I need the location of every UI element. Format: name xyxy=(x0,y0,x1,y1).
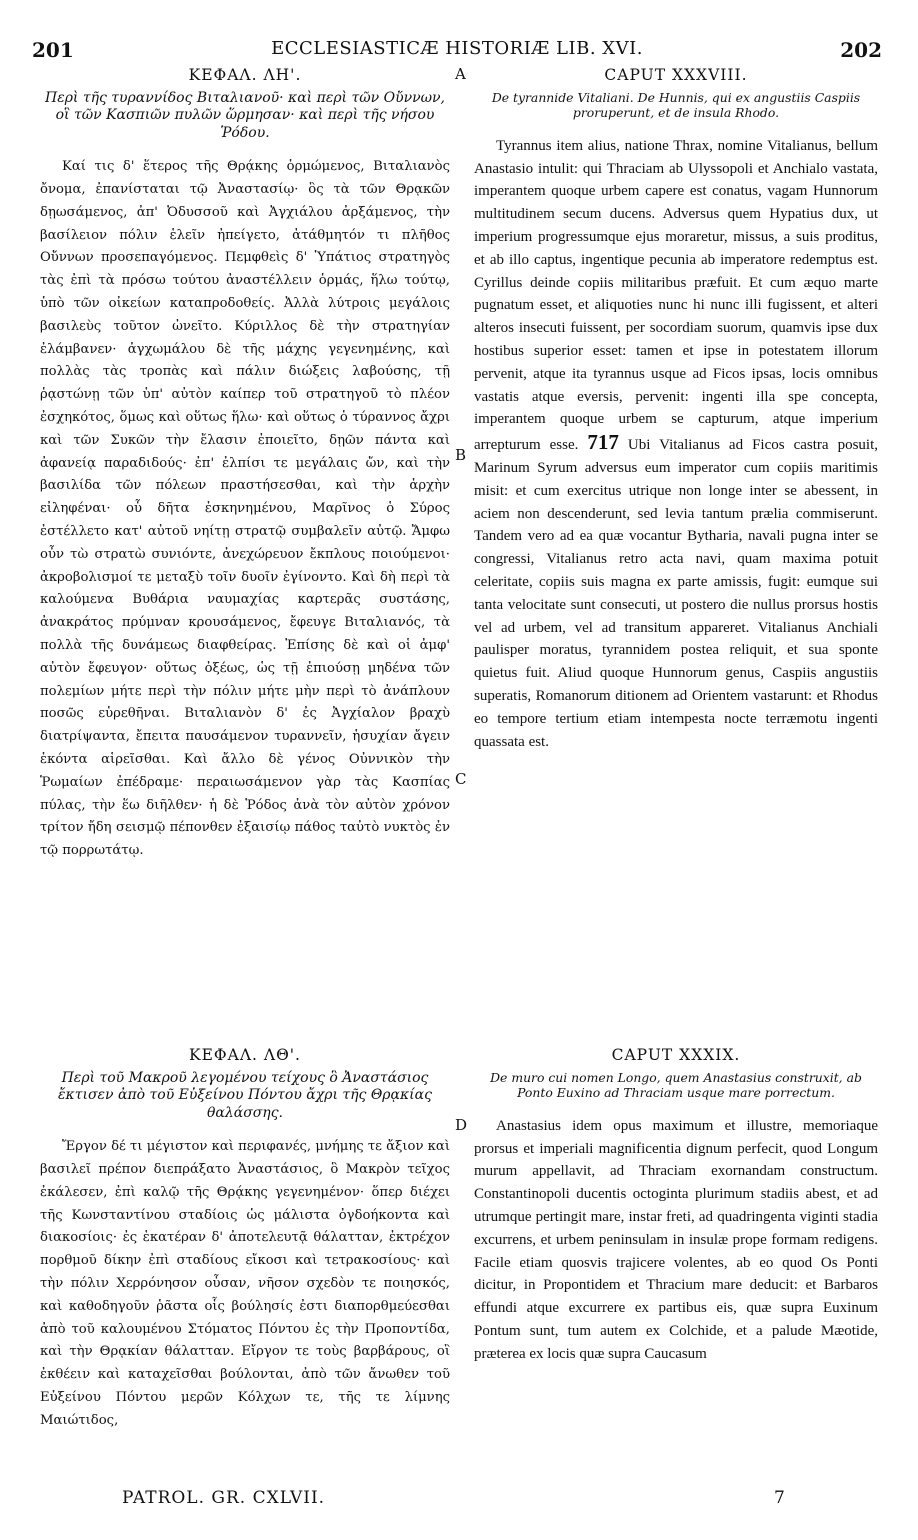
latin-chapter-heading: CAPUT XXXVIII. xyxy=(604,66,748,84)
greek-chapter-title: Περὶ τῆς τυραννίδος Βιταλιανοῦ· καὶ περὶ τῶν Οὔννων, οἳ τῶν Κασπιῶν πυλῶν ὥρμησαν· καὶ περὶ τῆς νήσου Ῥόδου. xyxy=(44,89,446,141)
latin-chapter-body xyxy=(474,1115,878,1366)
greek-paragraph: Ἔργον δέ τι μέγιστον καὶ περιφανές, μνήμης τε ἄξιον καὶ βασιλεῖ πρέπον διεπράξατο Ἀναστάσιος, ὃ Μακρὸν τεῖχος ἐκάλεσεν, ἐπὶ καλῷ τῆς Θρᾴκης γεγενημένον· ὅπερ διέχει τῆς Κωνσταντίνου σταδίοις ὡς μάλιστα ὀγδοήκοντα καὶ διακοσίοις· ἐς ἑκατέραν δ' ἀποτελευτᾷ θάλατταν, ἐκτρέχον πορθμοῦ δίκην ἐπὶ σταδίους εἴκοσι καὶ τετρακοσίους· καὶ τὴν πόλιν Χερρόνησον οὖσαν, νῆσον σχεδὸν τε ποιησκός, καὶ καθοδηγοῦν ῥᾶστα οἷς βούλησίς ἐστι διαπορθμεύεσθαι ἀπὸ τοῦ καλουμένου Στόματος Πόντου ἐς τὴν Προποντίδα, καὶ τὴν Θρᾳκίαν θάλατταν. Εἴργον τε τοὺς βαρβάρους, οἳ ἐκθέειν καὶ καταχεῖσθαι βούλονται, ἀπὸ τῶν ἄνωθεν τοῦ Εὐξείνου Πόντου μερῶν Κόλχων τε, τῆς τε λίμνης Μαιώτιδος, xyxy=(40,1139,450,1428)
latin-text-before: Tyrannus item alius, natione Thrax, nomine Vitalianus, bellum Anastasio intulit: qui Thraciam ab Ulyssopoli et Anchialo vastata, imperantem quoque urbem capere est conatus, vagam Hunnorum multitudinem secum ducens. Adversus quem Hypatius dux, ut imperium progressumque ejus moraretur, missus, a suis proditus, et ab illo captus, ingentique pecunia ab imperatore redemptus est. Cyrillus deinde copiis militaribus præfuit. Et cum æquo marte pugnatum esset, et aliquoties nunc hi nunc illi fugissent, et alteri alteros insecuti fuissent, per socordiam suorum, quamvis ipse dux hostibus superior esset: tamen et ipse in potestatem illorum pervenit, atque ita tyrannus usque ad Ficos ipsas, locis omnibus vastatis atque eversis, pervenit: ingenti illa spe concepta, imperantem quoque urbem se capturum, atque imperium arrepturum esse. xyxy=(474,137,878,454)
running-header xyxy=(32,38,882,64)
greek-chapter-38 xyxy=(40,64,450,863)
greek-chapter-body xyxy=(40,156,450,863)
running-title: ECCLESIASTICÆ HISTORIÆ LIB. XVI. xyxy=(271,38,643,59)
greek-chapter-heading: ΚΕΦΑΛ. ΛΘ'. xyxy=(189,1046,301,1064)
latin-chapter-title: De muro cui nomen Longo, quem Anastasius construxit, ab Ponto Euxino ad Thraciam usque mare porrectum. xyxy=(490,1069,862,1101)
greek-chapter-39 xyxy=(40,1044,450,1433)
greek-chapter-body xyxy=(40,1136,450,1432)
margin-letter-b: B xyxy=(455,446,467,464)
left-page-number: 201 xyxy=(32,38,74,62)
margin-letter-a: A xyxy=(455,65,466,83)
greek-chapter-heading: ΚΕΦΑΛ. ΛΗ'. xyxy=(188,66,302,84)
footer-signature: 7 xyxy=(774,1488,785,1508)
latin-chapter-body xyxy=(474,135,878,754)
latin-chapter-heading: CAPUT XXXIX. xyxy=(611,1046,741,1064)
greek-paragraph: Καί τις δ' ἕτερος τῆς Θρᾴκης ὁρμώμενος, Βιταλιανὸς ὄνομα, ἐπανίσταται τῷ Ἀναστασίῳ· ὃς τὰ τῶν Θρᾳκῶν δῃωσάμενος, ἀπ' Ὀδυσσοῦ καὶ Ἀγχιάλου ἀρξάμενος, τὴν βασίλειον πόλιν ἑλεῖν ἠπείγετο, ἀτάθμητόν τι πλῆθος Οὔννων προσεπαγόμενος. Πεμφθεὶς δ' Ὑπάτιος στρατηγὸς τὰς ἐπὶ τὰ πρόσω τούτου ἀναστέλλειν ὁρμάς, ἥλω τούτῳ, ὑπὸ τῶν οἰκείων καταπροδοθείς. Ἀλλὰ λύτροις μεγάλοις βασιλεὺς τοῦτον ὠνεῖτο. Κύριλλος δὲ τὴν στρατηγίαν ἐλάμβανεν· ἀγχωμάλου δὲ τῆς μάχης γεγενημένης, καὶ πολλὰς τὰς τροπὰς καὶ πάλιν διώξεις λαβούσης, τῇ ῥᾳστώνῃ τῶν ὑπ' αὐτὸν καίπερ τοῦ στρατηγοῦ τὸ πλέον ἐσχηκότος, ὅμως καὶ οὕτως ἥλω· καὶ οὕτως ὁ τύραννος ἄχρι καὶ τῶν Συκῶν τὴν ἔλασιν ἐποιεῖτο, δῃῶν πάντα καὶ ἀφανείᾳ παραδιδούς· ἐπ' ἐλπίσι τε μεγάλαις ὤν, καὶ τὴν βασιλίδα τῶν πόλεων πραστήσεσθαι, καὶ τὴν ἀρχὴν εἰληφέναι· οὗ δῆτα ἐσκηνημένου, Μαρῖνος ὁ Σύρος ἐστέλλετο κατ' αὐτοῦ νηίτῃ στρατῷ συμβαλεῖν αὐτῷ. Ἄμφω οὖν τὼ στρατὼ συνιόντε, ἀνεχώρευον ἔκπλους ποιούμενοι· ἀκροβολισμοί τε μεταξὺ τοῖν δυοῖν ἐγίνοντο. Καὶ δὴ περὶ τὰ καλούμενα Βυθάρια ναυμαχίας καρτερᾶς συστάσης, ἀνακράτος πρύμναν κρουσάμενος, ἔφευγε Βιταλιανός, τὰ πολλὰ τῆς δυνάμεως διαφθείρας. Ἐπίσης δὲ καὶ οἱ ἀμφ' αὐτὸν ἔφευγον· οὕτως ὀξέως, ὡς τῇ ἐπιούσῃ μηδένα τῶν πολεμίων μήτε περὶ τὴν πόλιν μήτε μὴν περὶ τὸ ἀνάπλουν ποσῶς εὑρεθῆναι. Βιταλιανὸν δ' ἐς Ἀγχίαλον βραχὺ διατρίψαντα, ἔπειτα παυσάμενον τυραννεῖν, ἡσυχίαν ἄγειν ἑκόντα αἱρεῖσθαι. Καὶ ἄλλο δὲ γένος Οὐννικὸν τὴν Ῥωμαίων ἐπέδραμε· περαιωσάμενον γὰρ τὰς Κασπίας πύλας, τὴν ἕω διῆλθεν· ἡ δὲ Ῥόδος ἀνὰ τὸν αὐτὸν χρόνον τρίτον ἤδη σεισμῷ πέπονθεν ἐξαισίῳ πάθος ταὐτὸ νυκτὸς ἐν τῷ πορρωτάτῳ. xyxy=(40,159,450,859)
latin-chapter-38 xyxy=(474,64,878,753)
latin-text-after: Ubi Vitalianus ad Ficos castra posuit, Marinum Syrum adversus eum imperator cum copiis maritimis misit: et cum exercitus utrique non longe inter se abessent, in aciem non descenderunt, sed levia tantum prælia commiserunt. Tandem vero ad ea quæ vocantur Bytharia, navali pugna inter se congressi, Vitalianus retro acta navi, quam maxima potuit celeritate, copiis suis magna ex parte amissis, fugit: eumque sui tanta velocitate sunt consecuti, ut postero die nullus prorsus hostis vel ad urbem, vel ad transitum appareret. Vitalianus Anchiali paulisper moratus, tyrannidem postea reliquit, et sua sponte quietus fuit. Aliud quoque Hunnorum genus, Caspiis angustiis superatis, Romanorum ditionem ad Orientem vastarunt: et Rhodus eo tempore tertium etiam intempesta nocte terræmotu ingenti quassata est. xyxy=(474,437,879,750)
greek-chapter-title: Περὶ τοῦ Μακροῦ λεγομένου τείχους ὃ Ἀναστάσιος ἔκτισεν ἀπὸ τοῦ Εὐξείνου Πόντου ἄχρι τῆς Θρᾳκίας θαλάσσης. xyxy=(58,1069,432,1121)
footer-series: PATROL. GR. CXLVII. xyxy=(122,1488,326,1508)
migne-column-number: 717 xyxy=(587,430,619,455)
latin-paragraph xyxy=(474,135,878,754)
latin-paragraph: Anastasius idem opus maximum et illustre, memoriaque prorsus et imperiali magnificentia dignum perfecit, quod Longum murum appellavit, ad Thraciam exornandam constructum. Constantinopoli ducentis octoginta plurimum stadiis abest, et ad utrumque pertingit mare, instar freti, ad quadringenta viginti stadia excurrens, et urbem peninsulam in insulæ prope formam redigens. Facile etiam quosvis trajicere volentes, ab eo quod Os Ponti dicitur, in Propontidem et Thracium mare deducit: et Barbaros effundi atque excurrere ex partibus eis, quæ supra Euxinum Pontum sunt, tum autem ex Colchide, et a palude Mæotide, præterea ex locis quæ supra Caucasum xyxy=(474,1117,878,1362)
right-page-number: 202 xyxy=(840,38,882,62)
margin-letter-d: D xyxy=(455,1116,468,1134)
latin-chapter-39 xyxy=(474,1044,878,1366)
latin-chapter-title: De tyrannide Vitaliani. De Hunnis, qui ex angustiis Caspiis proruperunt, et de insula Rhodo. xyxy=(491,89,861,121)
margin-letter-c: C xyxy=(455,770,467,788)
